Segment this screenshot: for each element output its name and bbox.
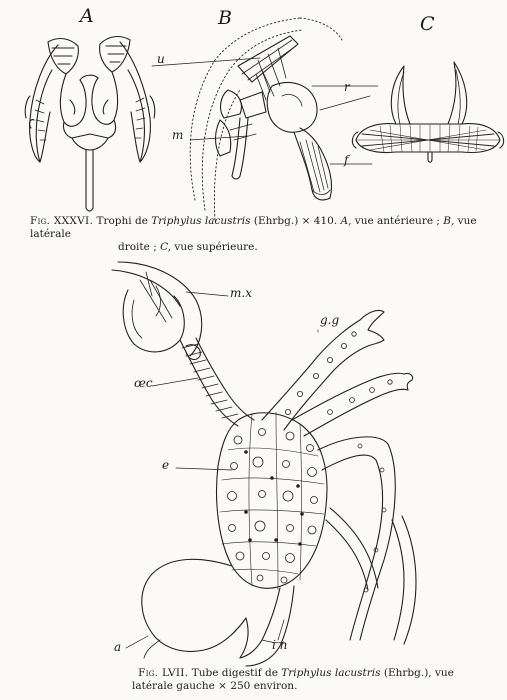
caption-36-b-desc: vue latérale [30,215,477,240]
trophi-anterior-view [25,37,155,211]
label-m: m [172,128,184,142]
label-oec: œc [134,376,153,390]
label-mx: m.x [230,286,252,300]
caption-57-line2: latérale gauche × 250 environ. [132,680,298,692]
trophi-superior-view [352,62,503,162]
caption-figure-36 [30,215,500,254]
label-r: r [344,80,350,94]
caption-36-a-desc: vue antérieure ; [351,215,444,227]
caption-36-text-1: Trophi de [93,215,152,227]
panel-label-a: A [80,5,94,27]
caption-57-number: Fig. LVII. [138,667,189,679]
caption-36-b-key: B, [443,215,455,227]
caption-57-species: Triphylus lacustris [281,667,381,679]
panel-label-b: B [218,7,232,29]
label-u: u [157,52,165,66]
caption-36-c-key: C, [160,241,172,253]
panel-label-c: C [420,13,435,35]
label-gg: g.g [320,313,340,327]
caption-36-a-key: A, [340,215,352,227]
caption-36-c-desc: vue supérieure. [171,241,258,253]
caption-36-species: Triphylus lacustris [151,215,251,227]
label-in: i n [272,638,288,652]
label-e: e [162,458,170,472]
digestive-tube-drawing [112,262,416,666]
label-f: f [344,153,349,167]
label-a: a [114,640,122,654]
caption-figure-57 [96,667,496,693]
caption-57-text-1: Tube digestif de [188,667,282,679]
caption-36-line2: droite ; [118,241,161,253]
caption-57-text-2: (Ehrbg.), vue [380,667,454,679]
caption-36-text-2: (Ehrbg.) × 410. [250,215,341,227]
trophi-lateral-view [190,18,342,220]
caption-36-number: Fig. XXXVI. [30,215,94,227]
